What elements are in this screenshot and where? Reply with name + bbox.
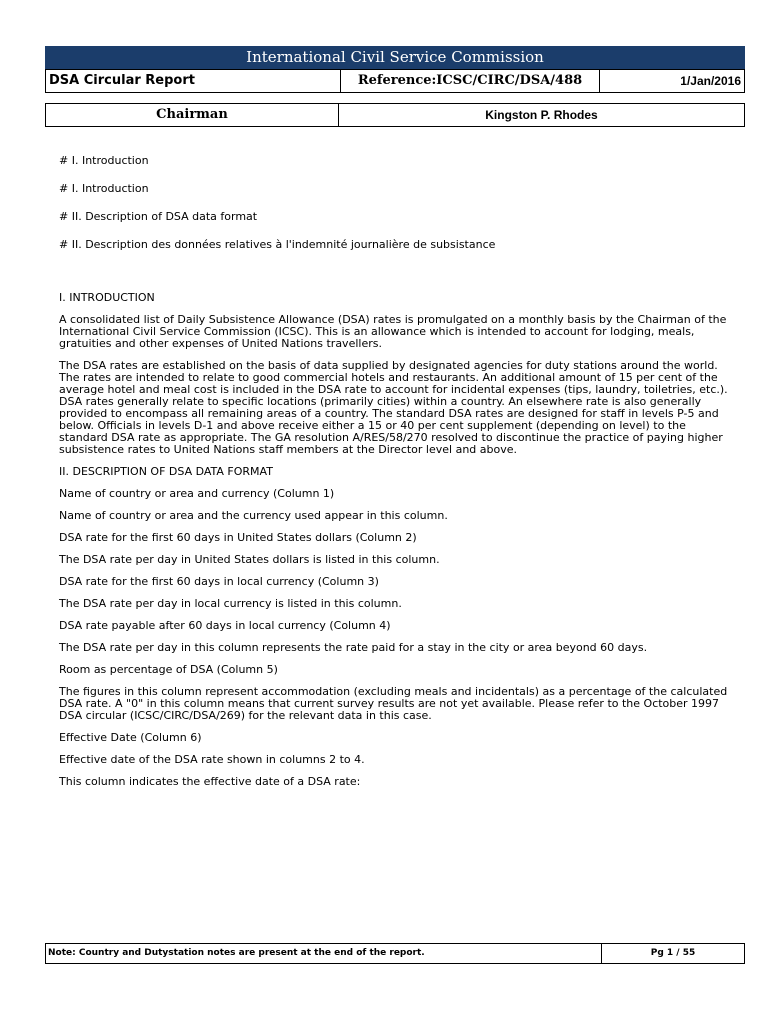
intro-paragraph: The DSA rates are established on the basis of data supplied by designated agencies for duty stations around the world. The rates are intended to relate to good commercial hotels and restaurants. An additional amount of 15 per cent of the average hotel and meal cost is included in the DSA rate to account for incidental expenses (tips, laundry, toiletries, etc.). DSA rates generally relate to specific locations (primarily cities) within a country. An elsewhere rate is also generally provided to encompass all remaining areas of a country. The standard DSA rates are designed for staff in levels P-5 and below. Officials in levels D-1 and above receive either a 15 or 40 per cent supplement (depending on level) to the standard DSA rate as appropriate. The GA resolution A/RES/58/270 resolved to discontinue the practice of paying higher subsistence rates to United Nations staff members at the Director level and above. (59, 359, 728, 456)
format-heading: II. DESCRIPTION OF DSA DATA FORMAT (59, 465, 273, 478)
toc-item[interactable]: # I. Introduction (59, 154, 149, 167)
column-description: The DSA rate per day in local currency is listed in this column. (59, 597, 402, 610)
report-reference: Reference:ICSC/CIRC/DSA/488 (341, 70, 600, 92)
column-title: Room as percentage of DSA (Column 5) (59, 663, 278, 676)
column-description: Name of country or area and the currency used appear in this column. (59, 509, 448, 522)
table-of-contents (59, 154, 731, 266)
column-description: Effective date of the DSA rate shown in columns 2 to 4. (59, 753, 365, 766)
column-title: Effective Date (Column 6) (59, 731, 202, 744)
commission-title: International Civil Service Commission (45, 46, 745, 69)
report-header (45, 46, 745, 93)
column-title: DSA rate for the first 60 days in local currency (Column 3) (59, 575, 379, 588)
column-description: The DSA rate per day in this column represents the rate paid for a stay in the city or area beyond 60 days. (59, 641, 648, 654)
chairman-name: Kingston P. Rhodes (485, 108, 598, 122)
toc-item[interactable]: # II. Description des données relatives à l'indemnité journalière de subsistance (59, 238, 496, 251)
report-date: 1/Jan/2016 (680, 74, 741, 88)
toc-item[interactable]: # II. Description of DSA data format (59, 210, 258, 223)
toc-item[interactable]: # I. Introduction (59, 182, 149, 195)
chairman-row (45, 103, 745, 127)
chairman-label: Chairman (46, 104, 339, 126)
report-info-row (45, 69, 745, 93)
footer-note: Note: Country and Dutystation notes are present at the end of the report. (46, 944, 602, 963)
column-title: Name of country or area and currency (Column 1) (59, 487, 335, 500)
column-title: DSA rate for the first 60 days in United States dollars (Column 2) (59, 531, 417, 544)
intro-paragraph: A consolidated list of Daily Subsistence Allowance (DSA) rates is promulgated on a monthly basis by the Chairman of the International Civil Service Commission (ICSC). This is an allowance which is intended to account for lodging, meals, gratuities and other expenses of United Nations travellers. (59, 313, 727, 350)
intro-heading: I. INTRODUCTION (59, 291, 155, 304)
report-footer (45, 943, 745, 964)
column-description: The DSA rate per day in United States dollars is listed in this column. (59, 553, 440, 566)
column-description: This column indicates the effective date of a DSA rate: (59, 775, 361, 788)
report-name: DSA Circular Report (46, 70, 341, 92)
report-body (59, 154, 731, 798)
column-description: The figures in this column represent accommodation (excluding meals and incidentals) as a percentage of the calculated DSA rate. A "0" in this column means that current survey results are not yet available. Please refer to the October 1997 DSA circular (ICSC/CIRC/DSA/269) for the relevant data in this case. (59, 685, 728, 722)
column-title: DSA rate payable after 60 days in local currency (Column 4) (59, 619, 391, 632)
page-number: Pg 1 / 55 (650, 948, 696, 958)
